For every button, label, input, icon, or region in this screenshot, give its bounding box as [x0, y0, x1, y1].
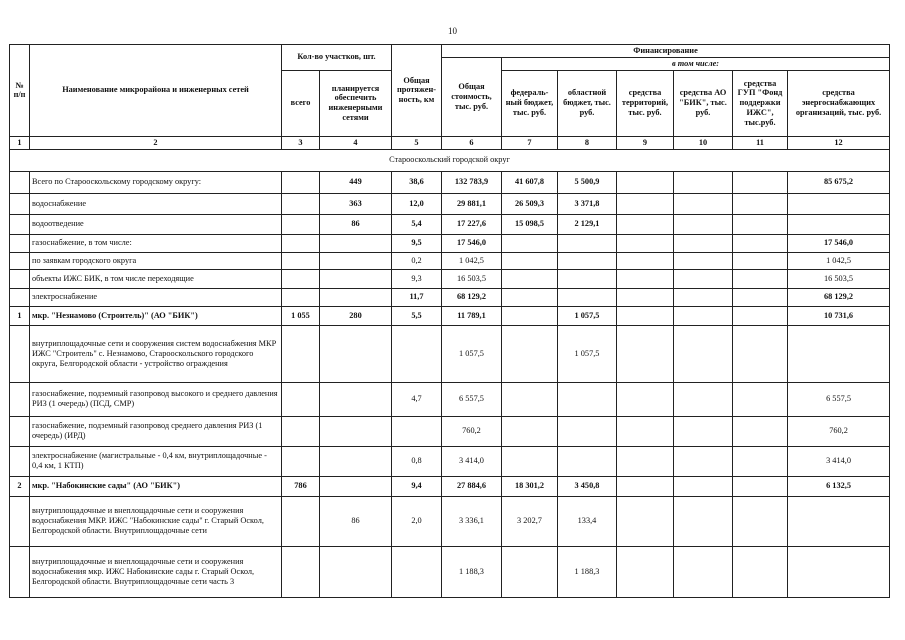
- col-number-5: 5: [392, 136, 442, 149]
- cost-cell: 3 336,1: [442, 496, 502, 546]
- regional-cell: 2 129,1: [558, 214, 617, 234]
- gup-cell: [733, 269, 788, 288]
- header-bik: средства АО "БИК", тыс. руб.: [674, 70, 733, 136]
- energy-cell: 17 546,0: [788, 234, 890, 252]
- table-row: [10, 171, 890, 193]
- count-total-cell: [282, 269, 320, 288]
- count-planned-cell: [320, 234, 392, 252]
- row-name-cell: внутриплощадочные и внеплощадочные сети и сооружения водоснабжения мкр. ИЖС Набокинские сады г. Старый Оскол, Белгородской области. Внутриплощадочные сети часть 3: [30, 546, 282, 597]
- territory-cell: [617, 193, 674, 214]
- col-number-1: 1: [10, 136, 30, 149]
- header-including: в том числе:: [502, 57, 890, 70]
- federal-cell: [502, 416, 558, 446]
- bik-cell: [674, 382, 733, 416]
- table-row: [10, 306, 890, 325]
- gup-cell: [733, 496, 788, 546]
- length-cell: [392, 416, 442, 446]
- row-number-cell: [10, 325, 30, 382]
- length-cell: 0,8: [392, 446, 442, 476]
- page-number: 10: [448, 26, 457, 36]
- bik-cell: [674, 325, 733, 382]
- gup-cell: [733, 382, 788, 416]
- cost-cell: 17 227,6: [442, 214, 502, 234]
- bik-cell: [674, 269, 733, 288]
- cost-cell: 1 188,3: [442, 546, 502, 597]
- header-regional: областной бюджет, тыс. руб.: [558, 70, 617, 136]
- col-number-10: 10: [674, 136, 733, 149]
- energy-cell: [788, 193, 890, 214]
- table-row: [10, 496, 890, 546]
- row-number-cell: 2: [10, 476, 30, 496]
- regional-cell: [558, 446, 617, 476]
- row-number-cell: [10, 446, 30, 476]
- count-total-cell: [282, 416, 320, 446]
- energy-cell: 760,2: [788, 416, 890, 446]
- territory-cell: [617, 214, 674, 234]
- header-cost: Общая стоимость, тыс. руб.: [442, 57, 502, 136]
- row-name-cell: газоснабжение, подземный газопровод среднего давления РИЗ (1 очередь) (ИРД): [30, 416, 282, 446]
- gup-cell: [733, 306, 788, 325]
- length-cell: 5,5: [392, 306, 442, 325]
- table-row: [10, 325, 890, 382]
- col-number-9: 9: [617, 136, 674, 149]
- row-number-cell: [10, 416, 30, 446]
- energy-cell: 3 414,0: [788, 446, 890, 476]
- header-count-total: всего: [282, 70, 320, 136]
- bik-cell: [674, 446, 733, 476]
- regional-cell: 1 057,5: [558, 306, 617, 325]
- length-cell: 12,0: [392, 193, 442, 214]
- count-total-cell: [282, 382, 320, 416]
- cost-cell: 27 884,6: [442, 476, 502, 496]
- gup-cell: [733, 446, 788, 476]
- count-planned-cell: [320, 288, 392, 306]
- cost-cell: 1 042,5: [442, 252, 502, 269]
- regional-cell: [558, 288, 617, 306]
- gup-cell: [733, 416, 788, 446]
- federal-cell: 3 202,7: [502, 496, 558, 546]
- row-name-cell: Всего по Старооскольскому городскому округу:: [30, 171, 282, 193]
- length-cell: 2,0: [392, 496, 442, 546]
- territory-cell: [617, 288, 674, 306]
- col-number-8: 8: [558, 136, 617, 149]
- cost-cell: 29 881,1: [442, 193, 502, 214]
- header-number: № п/п: [10, 45, 30, 137]
- regional-cell: [558, 252, 617, 269]
- energy-cell: 16 503,5: [788, 269, 890, 288]
- federal-cell: 18 301,2: [502, 476, 558, 496]
- federal-cell: 41 607,8: [502, 171, 558, 193]
- row-name-cell: водоснабжение: [30, 193, 282, 214]
- length-cell: 9,3: [392, 269, 442, 288]
- length-cell: 5,4: [392, 214, 442, 234]
- row-number-cell: [10, 214, 30, 234]
- table-row: [10, 446, 890, 476]
- count-planned-cell: [320, 252, 392, 269]
- federal-cell: [502, 306, 558, 325]
- energy-cell: 6 132,5: [788, 476, 890, 496]
- row-number-cell: [10, 269, 30, 288]
- count-total-cell: 1 055: [282, 306, 320, 325]
- table-row: [10, 476, 890, 496]
- regional-cell: 1 188,3: [558, 546, 617, 597]
- header-territory: средства территорий, тыс. руб.: [617, 70, 674, 136]
- row-number-cell: [10, 382, 30, 416]
- gup-cell: [733, 476, 788, 496]
- energy-cell: [788, 496, 890, 546]
- count-total-cell: [282, 252, 320, 269]
- count-planned-cell: [320, 446, 392, 476]
- cost-cell: 760,2: [442, 416, 502, 446]
- row-number-cell: [10, 546, 30, 597]
- federal-cell: [502, 269, 558, 288]
- bik-cell: [674, 546, 733, 597]
- territory-cell: [617, 496, 674, 546]
- count-planned-cell: [320, 546, 392, 597]
- length-cell: 9,4: [392, 476, 442, 496]
- row-name-cell: мкр. "Незнамово (Строитель)" (АО "БИК"): [30, 306, 282, 325]
- table-row: [10, 269, 890, 288]
- bik-cell: [674, 171, 733, 193]
- length-cell: 4,7: [392, 382, 442, 416]
- bik-cell: [674, 416, 733, 446]
- row-number-cell: [10, 171, 30, 193]
- bik-cell: [674, 214, 733, 234]
- count-total-cell: [282, 171, 320, 193]
- header-name: Наименование микрорайона и инженерных сетей: [30, 45, 282, 137]
- header-federal: федераль-ный бюджет, тыс. руб.: [502, 70, 558, 136]
- header-length: Общая протяжен-ность, км: [392, 45, 442, 137]
- bik-cell: [674, 496, 733, 546]
- count-total-cell: [282, 446, 320, 476]
- cost-cell: 132 783,9: [442, 171, 502, 193]
- gup-cell: [733, 325, 788, 382]
- cost-cell: 3 414,0: [442, 446, 502, 476]
- territory-cell: [617, 269, 674, 288]
- header-energy: средства энергоснабжающих организаций, тыс. руб.: [788, 70, 890, 136]
- gup-cell: [733, 214, 788, 234]
- col-number-4: 4: [320, 136, 392, 149]
- territory-cell: [617, 252, 674, 269]
- energy-cell: 6 557,5: [788, 382, 890, 416]
- territory-cell: [617, 306, 674, 325]
- row-name-cell: водоотведение: [30, 214, 282, 234]
- territory-cell: [617, 476, 674, 496]
- regional-cell: 133,4: [558, 496, 617, 546]
- count-total-cell: [282, 546, 320, 597]
- bik-cell: [674, 193, 733, 214]
- federal-cell: [502, 546, 558, 597]
- table-row: [10, 288, 890, 306]
- table-row: [10, 416, 890, 446]
- row-number-cell: 1: [10, 306, 30, 325]
- territory-cell: [617, 446, 674, 476]
- count-planned-cell: 449: [320, 171, 392, 193]
- count-total-cell: [282, 193, 320, 214]
- header-count: Кол-во участков, шт.: [282, 45, 392, 71]
- row-name-cell: электроснабжение (магистральные - 0,4 км, внутриплощадочные - 0,4 км, 1 КТП): [30, 446, 282, 476]
- row-name-cell: газоснабжение, подземный газопровод высокого и среднего давления РИЗ (1 очередь) (ПСД, СМР): [30, 382, 282, 416]
- count-total-cell: [282, 496, 320, 546]
- regional-cell: 5 500,9: [558, 171, 617, 193]
- count-total-cell: [282, 214, 320, 234]
- length-cell: 38,6: [392, 171, 442, 193]
- territory-cell: [617, 234, 674, 252]
- gup-cell: [733, 288, 788, 306]
- row-number-cell: [10, 496, 30, 546]
- length-cell: 9,5: [392, 234, 442, 252]
- row-number-cell: [10, 234, 30, 252]
- count-planned-cell: 363: [320, 193, 392, 214]
- count-planned-cell: 86: [320, 214, 392, 234]
- regional-cell: [558, 382, 617, 416]
- table-row: [10, 234, 890, 252]
- col-number-2: 2: [30, 136, 282, 149]
- energy-cell: 1 042,5: [788, 252, 890, 269]
- count-total-cell: [282, 325, 320, 382]
- bik-cell: [674, 306, 733, 325]
- cost-cell: 1 057,5: [442, 325, 502, 382]
- count-planned-cell: [320, 416, 392, 446]
- row-number-cell: [10, 193, 30, 214]
- cost-cell: 6 557,5: [442, 382, 502, 416]
- col-number-12: 12: [788, 136, 890, 149]
- federal-cell: 15 098,5: [502, 214, 558, 234]
- cost-cell: 17 546,0: [442, 234, 502, 252]
- count-planned-cell: [320, 476, 392, 496]
- territory-cell: [617, 171, 674, 193]
- cost-cell: 11 789,1: [442, 306, 502, 325]
- count-planned-cell: 280: [320, 306, 392, 325]
- federal-cell: 26 509,3: [502, 193, 558, 214]
- regional-cell: 3 450,8: [558, 476, 617, 496]
- count-planned-cell: 86: [320, 496, 392, 546]
- col-number-3: 3: [282, 136, 320, 149]
- row-name-cell: электроснабжение: [30, 288, 282, 306]
- row-number-cell: [10, 252, 30, 269]
- count-planned-cell: [320, 382, 392, 416]
- bik-cell: [674, 252, 733, 269]
- col-number-11: 11: [733, 136, 788, 149]
- row-name-cell: внутриплощадочные сети и сооружения систем водоснабжения МКР ИЖС "Строитель" с. Незнамово, Старооскольского городского округа, Белгородской области - устройство ограждения: [30, 325, 282, 382]
- header-financing: Финансирование: [442, 45, 890, 58]
- section-title: Старооскольский городской округ: [10, 149, 890, 171]
- territory-cell: [617, 416, 674, 446]
- row-name-cell: объекты ИЖС БИК, в том числе переходящие: [30, 269, 282, 288]
- length-cell: [392, 546, 442, 597]
- row-name-cell: газоснабжение, в том числе:: [30, 234, 282, 252]
- col-number-6: 6: [442, 136, 502, 149]
- bik-cell: [674, 234, 733, 252]
- energy-cell: [788, 325, 890, 382]
- federal-cell: [502, 325, 558, 382]
- federal-cell: [502, 252, 558, 269]
- row-name-cell: по заявкам городского округа: [30, 252, 282, 269]
- territory-cell: [617, 382, 674, 416]
- count-total-cell: [282, 234, 320, 252]
- gup-cell: [733, 252, 788, 269]
- energy-cell: [788, 214, 890, 234]
- table-row: [10, 193, 890, 214]
- header-gup: средства ГУП "Фонд поддержки ИЖС", тыс.руб.: [733, 70, 788, 136]
- row-name-cell: внутриплощадочные и внеплощадочные сети и сооружения водоснабжения МКР. ИЖС "Набокинские сады" г. Старый Оскол, Белгородской области. Внутриплощадочные сети: [30, 496, 282, 546]
- table-row: [10, 214, 890, 234]
- length-cell: [392, 325, 442, 382]
- bik-cell: [674, 476, 733, 496]
- financing-table: [9, 44, 890, 598]
- regional-cell: [558, 269, 617, 288]
- table-row: [10, 382, 890, 416]
- length-cell: 11,7: [392, 288, 442, 306]
- gup-cell: [733, 546, 788, 597]
- gup-cell: [733, 234, 788, 252]
- regional-cell: 3 371,8: [558, 193, 617, 214]
- energy-cell: 10 731,6: [788, 306, 890, 325]
- regional-cell: 1 057,5: [558, 325, 617, 382]
- regional-cell: [558, 416, 617, 446]
- count-planned-cell: [320, 269, 392, 288]
- federal-cell: [502, 234, 558, 252]
- header-count-planned: планируется обеспечить инженерными сетями: [320, 70, 392, 136]
- cost-cell: 68 129,2: [442, 288, 502, 306]
- bik-cell: [674, 288, 733, 306]
- table-row: [10, 252, 890, 269]
- regional-cell: [558, 234, 617, 252]
- cost-cell: 16 503,5: [442, 269, 502, 288]
- count-total-cell: [282, 288, 320, 306]
- territory-cell: [617, 546, 674, 597]
- territory-cell: [617, 325, 674, 382]
- federal-cell: [502, 382, 558, 416]
- count-planned-cell: [320, 325, 392, 382]
- row-name-cell: мкр. "Набокинские сады" (АО "БИК"): [30, 476, 282, 496]
- count-total-cell: 786: [282, 476, 320, 496]
- length-cell: 0,2: [392, 252, 442, 269]
- row-number-cell: [10, 288, 30, 306]
- federal-cell: [502, 446, 558, 476]
- energy-cell: 85 675,2: [788, 171, 890, 193]
- col-number-7: 7: [502, 136, 558, 149]
- energy-cell: 68 129,2: [788, 288, 890, 306]
- gup-cell: [733, 171, 788, 193]
- gup-cell: [733, 193, 788, 214]
- energy-cell: [788, 546, 890, 597]
- table-row: [10, 546, 890, 597]
- federal-cell: [502, 288, 558, 306]
